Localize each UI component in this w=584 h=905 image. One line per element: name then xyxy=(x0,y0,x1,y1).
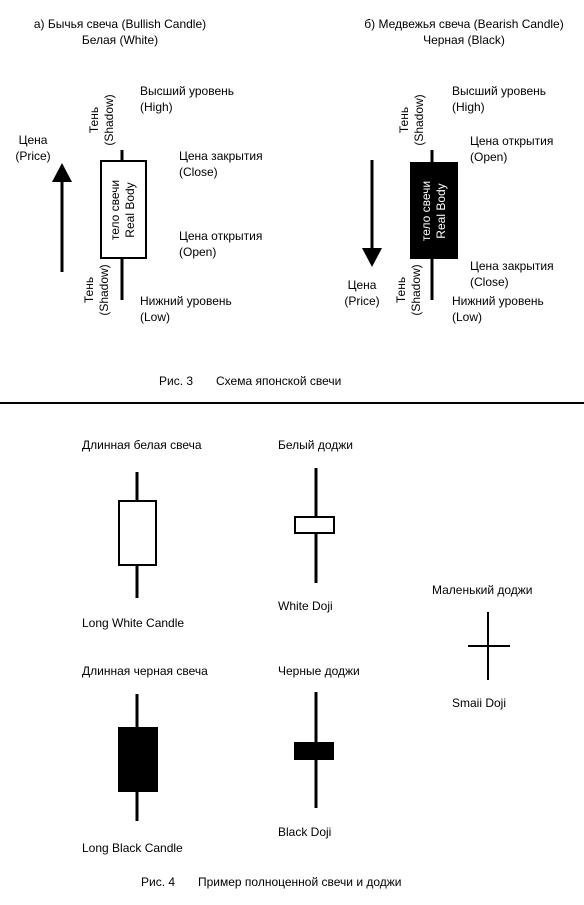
section-divider xyxy=(0,402,584,404)
bullish-title-line: а) Бычья свеча (Bullish Candle) xyxy=(33,17,207,31)
fig4-caption-text: Пример полноценной свечи и доджи xyxy=(198,875,402,889)
high-label-bear: Высший уровень (High) xyxy=(452,84,547,114)
open-label-bull: Цена открытия (Open) xyxy=(179,229,263,259)
bearish-title xyxy=(344,16,584,48)
close-label-bull: Цена закрытия (Close) xyxy=(179,149,263,179)
fig4-caption-number: Рис. 4 xyxy=(141,875,176,889)
shadow-label-bear-lower: Тень (Shadow) xyxy=(394,264,423,316)
white-doji xyxy=(295,468,334,583)
bearish-title-line: б) Медвежья свеча (Bearish Candle) xyxy=(364,17,564,31)
bullish-color-line: Белая (White) xyxy=(81,33,159,47)
price-label-bull: Цена (Price) xyxy=(15,133,51,163)
black-doji xyxy=(294,692,334,808)
price-up-arrow xyxy=(52,163,72,272)
shadow-label-bull-upper: Тень (Shadow) xyxy=(87,94,116,146)
small-doji-caption: Smaii Doji xyxy=(452,696,507,710)
long-black-candle xyxy=(118,694,158,821)
fig3-caption-text: Схема японской свечи xyxy=(216,374,342,388)
real-body-label-bear: тело свечи Real Body xyxy=(419,180,448,242)
shadow-label-bull-lower: Тень (Shadow) xyxy=(82,264,111,316)
high-label-bull: Высший уровень (High) xyxy=(140,84,235,114)
long-white-candle-caption: Long White Candle xyxy=(82,616,185,630)
white-doji-title: Белый доджи xyxy=(278,438,353,452)
shadow-label-bear-upper: Тень (Shadow) xyxy=(397,94,426,146)
low-label-bull: Нижний уровень (Low) xyxy=(140,294,232,324)
black-doji-caption: Black Doji xyxy=(278,825,332,839)
price-down-arrow xyxy=(362,160,382,267)
small-doji xyxy=(468,612,510,680)
close-label-bear: Цена закрытия (Close) xyxy=(470,259,554,289)
bearish-color-line: Черная (Black) xyxy=(423,33,505,47)
bullish-title xyxy=(20,16,220,48)
fig3-caption-number: Рис. 3 xyxy=(159,374,194,388)
white-doji-caption: White Doji xyxy=(278,599,333,613)
real-body-label-bull: тело свечи Real Body xyxy=(108,179,137,241)
price-label-bear: Цена (Price) xyxy=(344,278,380,308)
long-black-candle-caption: Long Black Candle xyxy=(82,841,183,855)
small-doji-title: Маленький доджи xyxy=(432,583,533,597)
long-white-candle-title: Длинная белая свеча xyxy=(82,438,202,452)
long-white-candle xyxy=(119,472,156,598)
low-label-bear: Нижний уровень (Low) xyxy=(452,294,544,324)
black-doji-title: Черные доджи xyxy=(278,664,360,678)
long-black-candle-title: Длинная черная свеча xyxy=(82,664,208,678)
open-label-bear: Цена открытия (Open) xyxy=(470,134,554,164)
